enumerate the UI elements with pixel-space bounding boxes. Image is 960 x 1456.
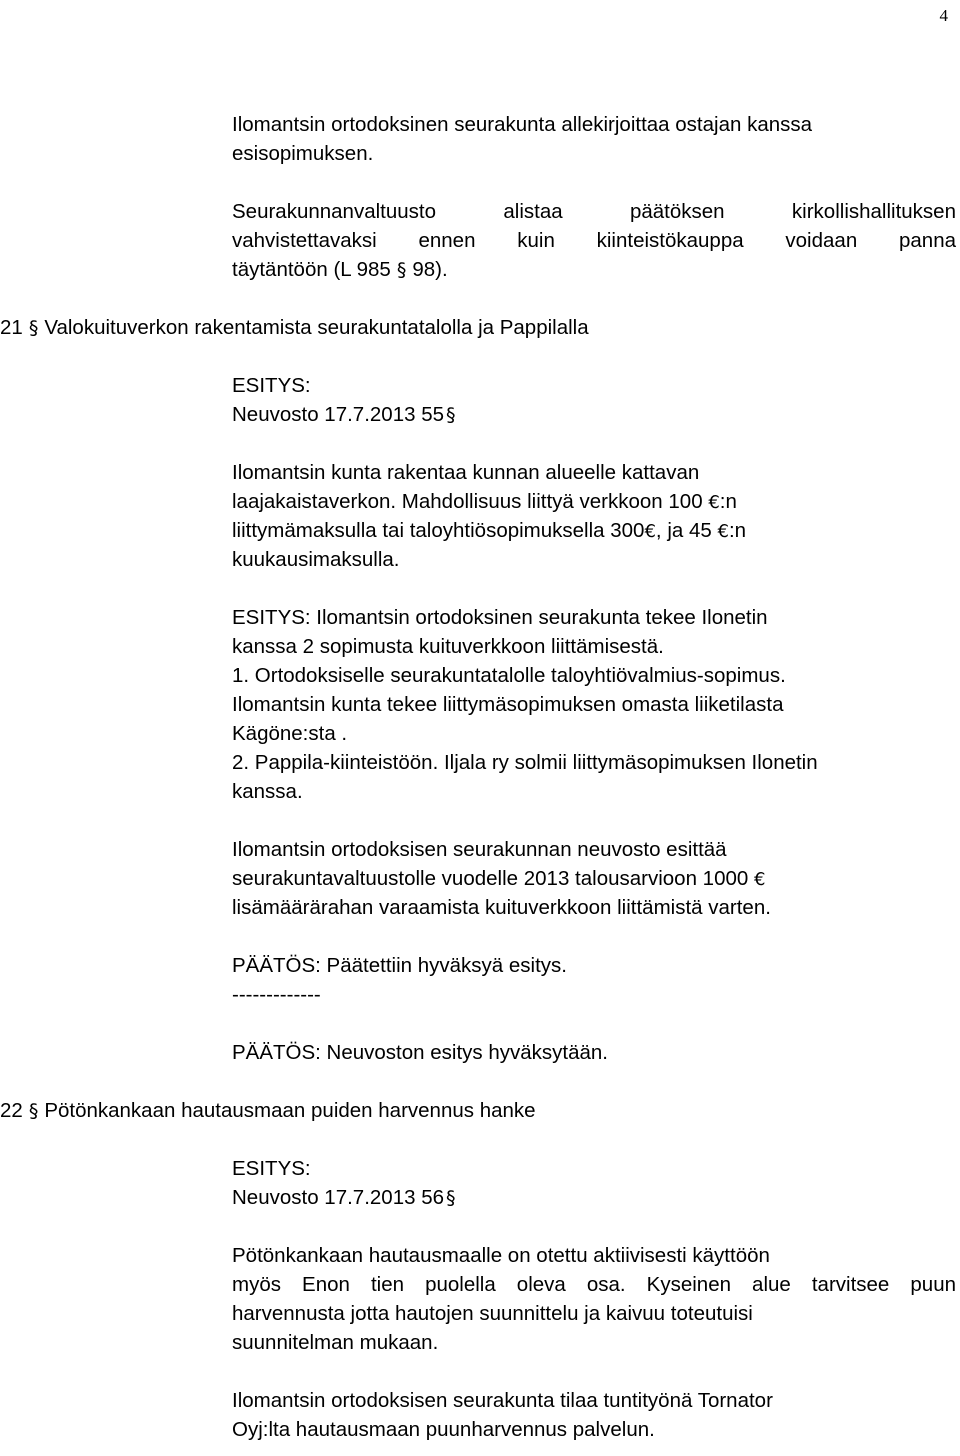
- proposal-line-7: kanssa.: [232, 780, 303, 803]
- page-number: 4: [939, 6, 948, 25]
- section-symbol: §: [28, 317, 39, 339]
- section-number: 21: [0, 316, 23, 339]
- budget-line-3: lisämäärärahan varaamista kuituverkkoon liittämistä varten.: [232, 896, 771, 919]
- proposal-line-4: Ilomantsin kunta tekee liittymäsopimuksen omasta liiketilasta: [232, 693, 784, 716]
- proposal-line-5: Kägöne:sta .: [232, 722, 348, 745]
- section-number: 22: [0, 1099, 23, 1122]
- council-reference: Neuvosto 17.7.2013 55 §: [232, 400, 462, 430]
- esitys-label-2: ESITYS:: [232, 1157, 311, 1180]
- paragraph-council-line-2: vahvistettavaksi ennen kuin kiinteistökauppa voidaan panna: [232, 229, 956, 252]
- euro-symbol: €: [644, 521, 656, 542]
- proposal-line-1: ESITYS: Ilomantsin ortodoksinen seurakunta tekee Ilonetin: [232, 606, 768, 629]
- section-symbol: §: [446, 1187, 456, 1209]
- paragraph-council-line-3: täytäntöön (L 985 § 98).: [232, 255, 448, 285]
- cemetery-line-4: suunnitelman mukaan.: [232, 1331, 439, 1354]
- section-21-heading: [0, 313, 589, 343]
- budget-line-2: seurakuntavaltuustolle vuodelle 2013 talousarvioon 1000 €: [232, 867, 766, 890]
- euro-symbol: €: [708, 492, 720, 513]
- paragraph-broadband-line-3: liittymämaksulla tai taloyhtiösopimuksella 300€, ja 45 €:n: [232, 519, 747, 542]
- separator-line: -------------: [232, 983, 321, 1006]
- paragraph-broadband-line-1: Ilomantsin kunta rakentaa kunnan alueelle kattavan: [232, 461, 700, 484]
- order-line-2: Oyj:lta hautausmaan puunharvennus palvelun.: [232, 1418, 655, 1441]
- decision-line-2: PÄÄTÖS: Neuvoston esitys hyväksytään.: [232, 1041, 608, 1064]
- section-22-heading: [0, 1096, 536, 1126]
- cemetery-line-1: Pötönkankaan hautausmaalle on otettu aktiivisesti käyttöön: [232, 1244, 770, 1267]
- proposal-item-1: 1. Ortodoksiselle seurakuntatalolle taloyhtiövalmius-sopimus.: [232, 664, 786, 687]
- council-reference-2: Neuvosto 17.7.2013 56 §: [232, 1183, 462, 1213]
- paragraph-broadband-line-2: laajakaistaverkon. Mahdollisuus liittyä verkkoon 100 €:n: [232, 490, 737, 513]
- euro-symbol: €: [754, 869, 766, 890]
- proposal-item-2: 2. Pappila-kiinteistöön. Iljala ry solmii liittymäsopimuksen Ilonetin: [232, 751, 818, 774]
- order-line-1: Ilomantsin ortodoksisen seurakunta tilaa tuntityönä Tornator: [232, 1389, 773, 1412]
- decision-line: PÄÄTÖS: Päätettiin hyväksyä esitys.: [232, 954, 567, 977]
- proposal-line-2: kanssa 2 sopimusta kuituverkkoon liittämisestä.: [232, 635, 664, 658]
- euro-symbol: €: [717, 521, 729, 542]
- budget-line-1: Ilomantsin ortodoksisen seurakunnan neuvosto esittää: [232, 838, 727, 861]
- section-symbol: §: [396, 259, 407, 281]
- section-title: Valokuituverkon rakentamista seurakuntatalolla ja Pappilalla: [44, 316, 589, 339]
- cemetery-line-2: myös Enon tien puolella oleva osa. Kyseinen alue tarvitsee puun: [232, 1273, 956, 1296]
- paragraph-agreement-line-1: Ilomantsin ortodoksinen seurakunta allekirjoittaa ostajan kanssa: [232, 113, 813, 136]
- paragraph-council-line-1: Seurakunnanvaltuusto alistaa päätöksen kirkollishallituksen: [232, 200, 956, 223]
- esitys-label: ESITYS:: [232, 374, 311, 397]
- section-title: Pötönkankaan hautausmaan puiden harvennus hanke: [44, 1099, 536, 1122]
- section-symbol: §: [28, 1100, 39, 1122]
- section-symbol: §: [446, 404, 456, 426]
- paragraph-broadband-line-4: kuukausimaksulla.: [232, 548, 400, 571]
- cemetery-line-3: harvennusta jotta hautojen suunnittelu ja kaivuu toteutuisi: [232, 1302, 753, 1325]
- paragraph-agreement-line-2: esisopimuksen.: [232, 142, 374, 165]
